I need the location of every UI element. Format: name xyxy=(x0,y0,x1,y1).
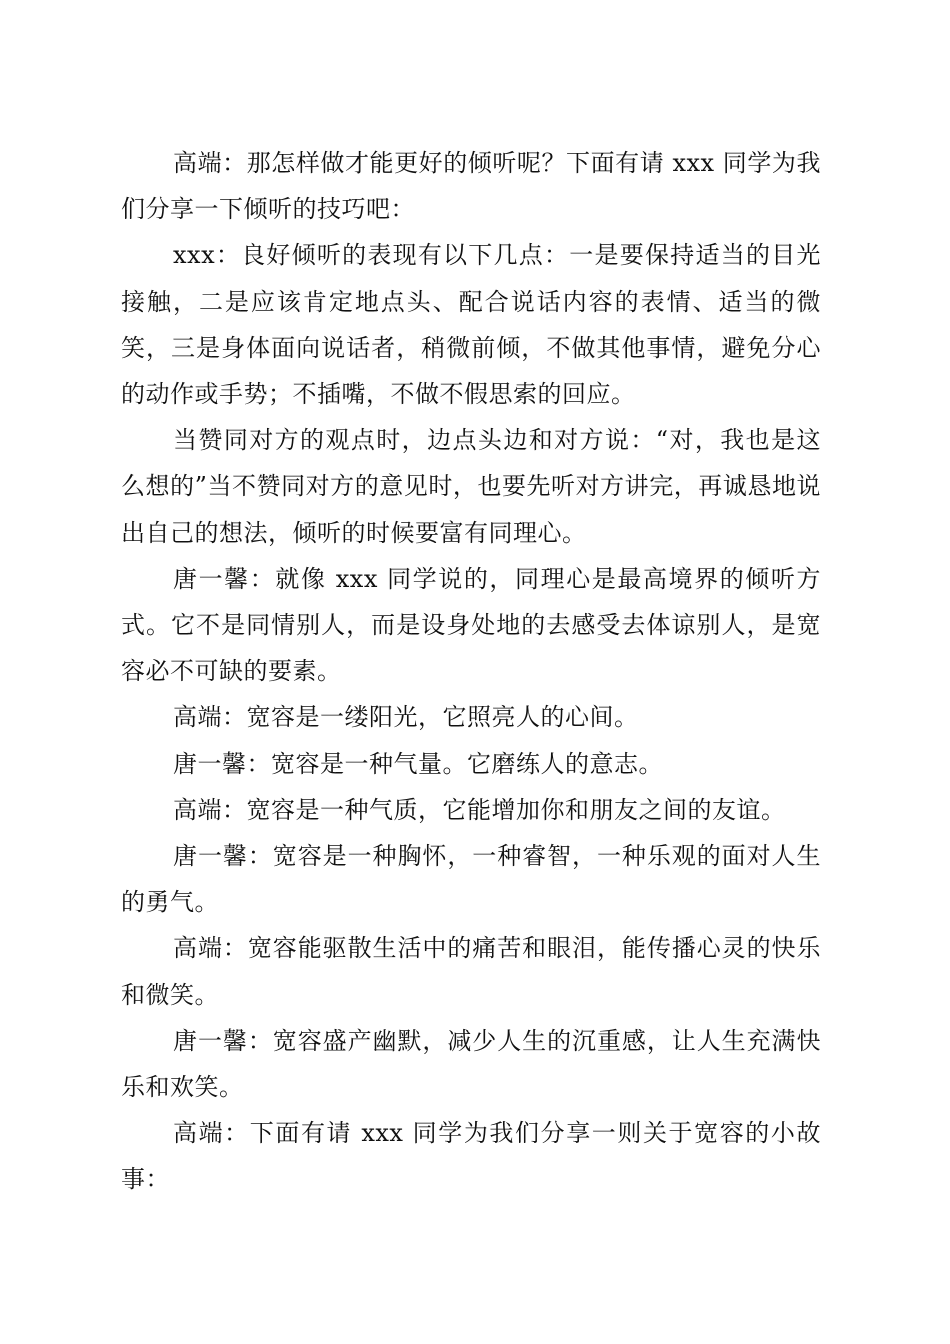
document-body xyxy=(121,140,821,1203)
paragraph-10: 唐一馨：宽容盛产幽默，减少人生的沉重感，让人生充满快乐和欢笑。 xyxy=(121,1026,821,1102)
paragraph-4: 唐一馨：就像 xxx 同学说的，同理心是最高境界的倾听方式。它不是同情别人，而是设身处地的去感受去体谅别人，是宽容必不可缺的要素。 xyxy=(121,564,821,686)
paragraph-11: 高端：下面有请 xxx 同学为我们分享一则关于宽容的小故事： xyxy=(121,1119,821,1194)
paragraph-3: 当赞同对方的观点时，边点头边和对方说：“对，我也是这么想的”当不赞同对方的意见时，也要先听对方讲完，再诚恳地说出自己的想法，倾听的时候要富有同理心。 xyxy=(121,426,821,547)
paragraph-2: xxx：良好倾听的表现有以下几点：一是要保持适当的目光接触，二是应该肯定地点头、配合说话内容的表情、适当的微笑，三是身体面向说话者，稍微前倾，不做其他事情，避免分心的动作或手势；不插嘴，不做不假思索的回应。 xyxy=(121,241,821,409)
paragraph-6: 唐一馨：宽容是一种气量。它磨练人的意志。 xyxy=(173,749,663,778)
paragraph-8: 唐一馨：宽容是一种胸怀，一种睿智，一种乐观的面对人生的勇气。 xyxy=(121,842,821,917)
paragraph-5: 高端：宽容是一缕阳光，它照亮人的心间。 xyxy=(173,703,639,732)
paragraph-9: 高端：宽容能驱散生活中的痛苦和眼泪，能传播心灵的快乐和微笑。 xyxy=(121,934,821,1009)
paragraph-1: 高端：那怎样做才能更好的倾听呢？下面有请 xxx 同学为我们分享一下倾听的技巧吧： xyxy=(121,149,821,224)
paragraph-7: 高端：宽容是一种气质，它能增加你和朋友之间的友谊。 xyxy=(173,795,786,824)
